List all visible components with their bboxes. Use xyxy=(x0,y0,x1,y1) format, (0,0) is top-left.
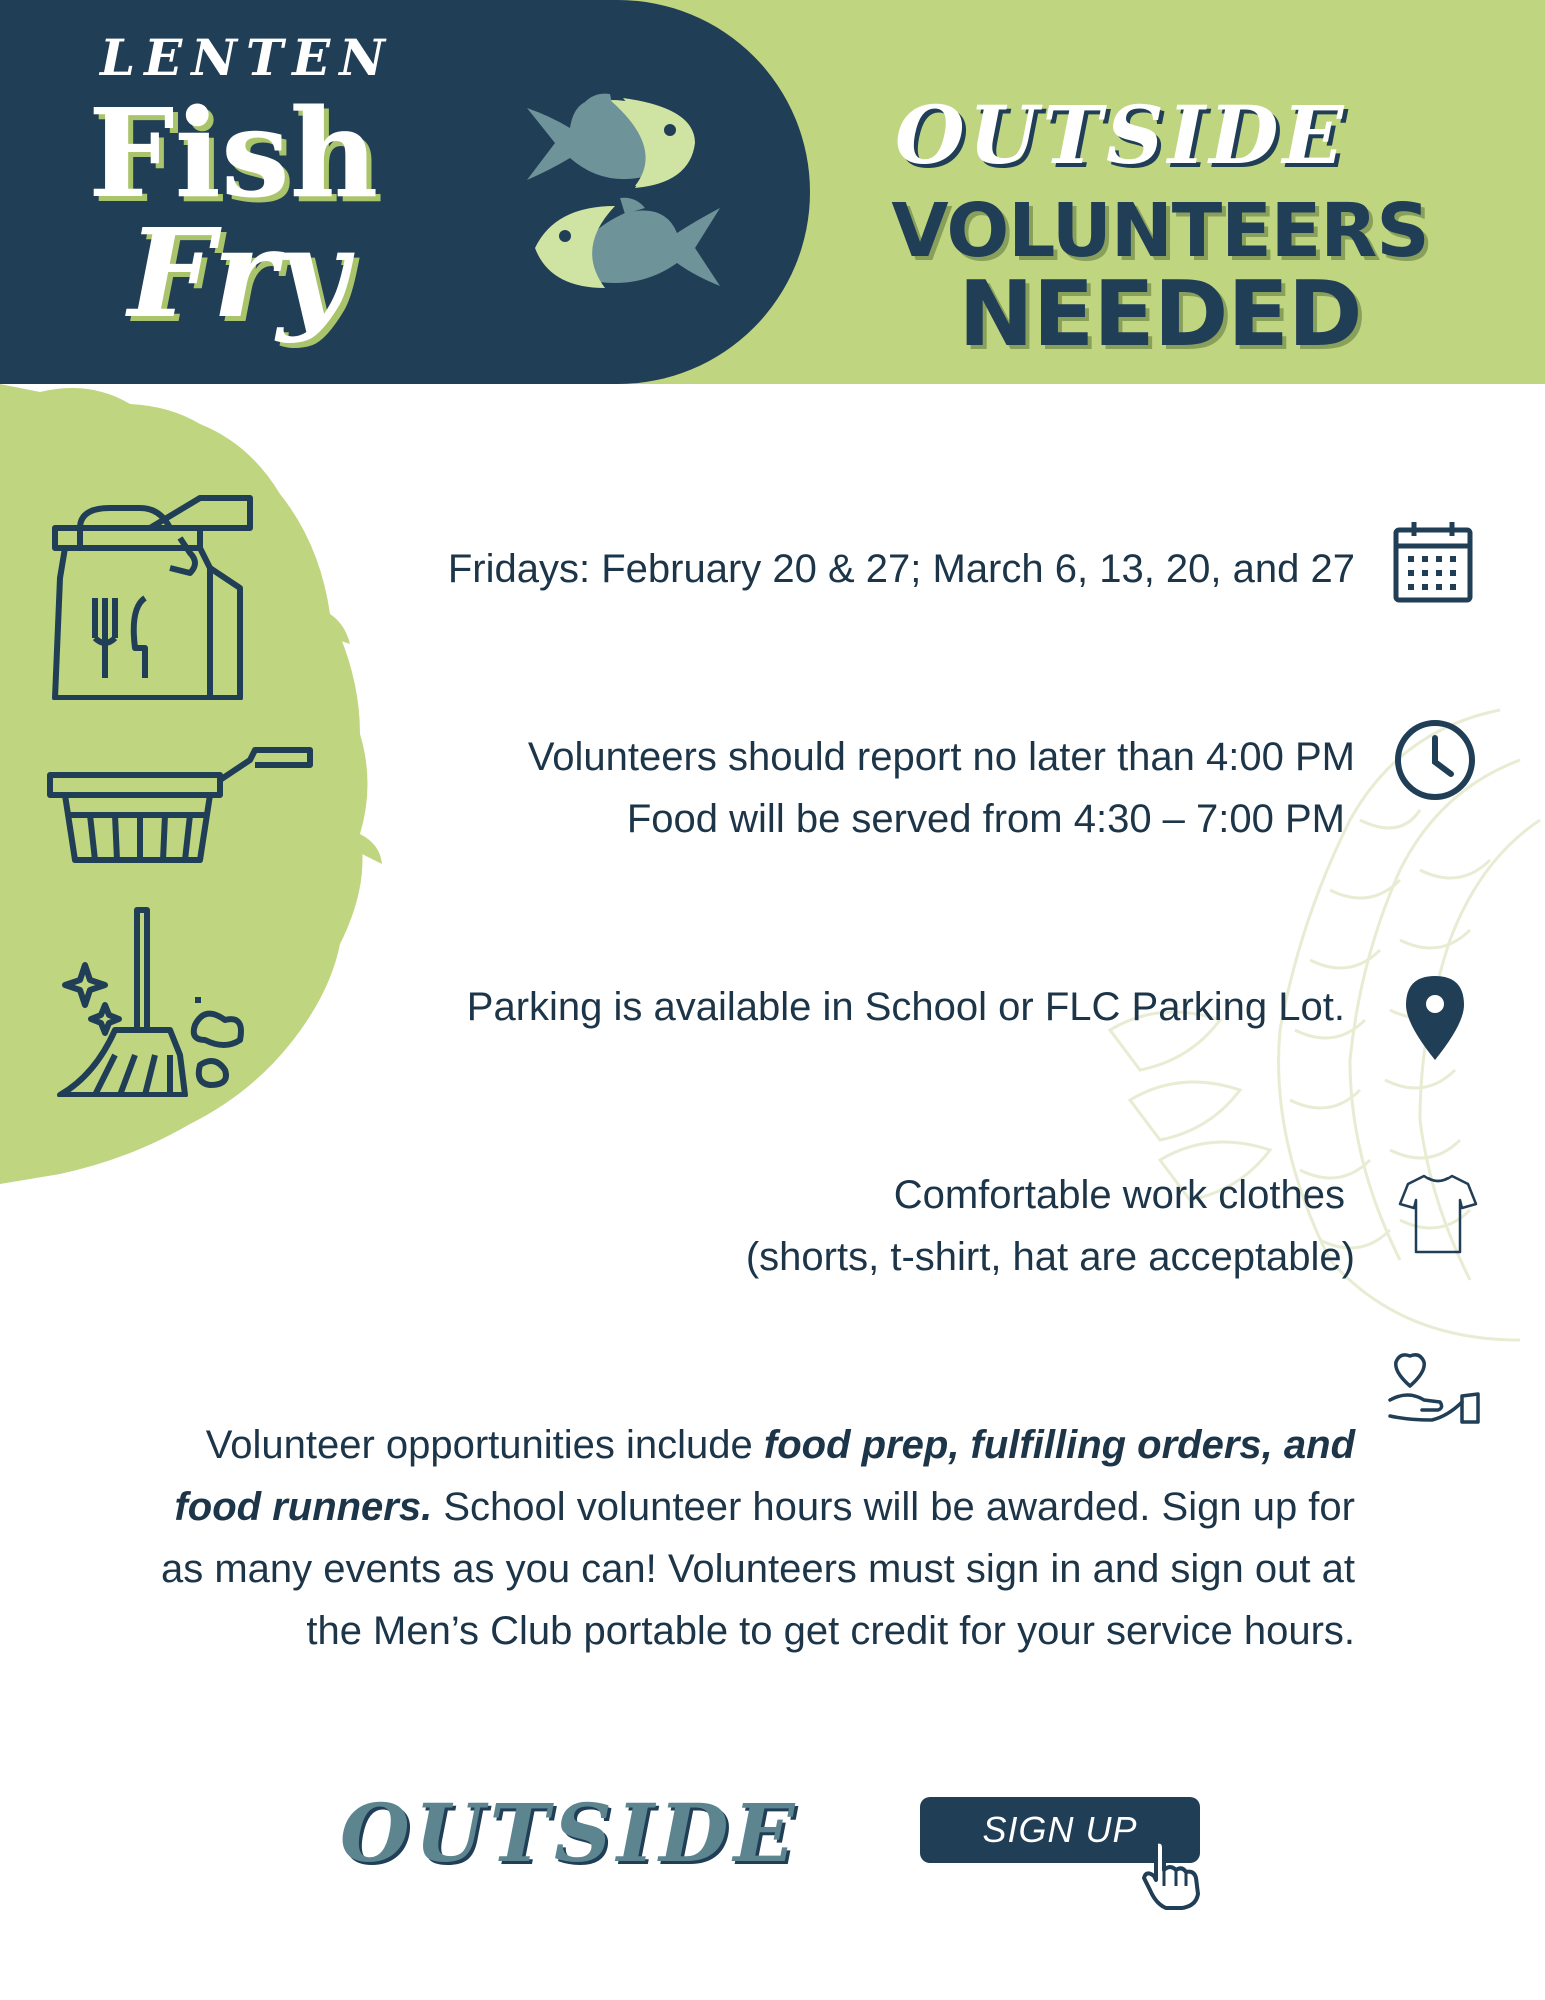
opportunities-intro: Volunteer opportunities include xyxy=(205,1423,764,1467)
attire-info: Comfortable work clothes xyxy=(893,1173,1345,1217)
fry-title: Fry xyxy=(128,201,348,345)
clock-icon xyxy=(1393,718,1477,802)
sign-up-label: SIGN UP xyxy=(982,1809,1138,1850)
heart-hand-icon xyxy=(1388,1350,1480,1426)
fryer-basket-icon xyxy=(45,735,315,867)
location-pin-icon xyxy=(1404,974,1466,1062)
report-time: Volunteers should report no later than 4:00 PM xyxy=(527,735,1355,779)
parking-info: Parking is available in School or FLC Parking Lot. xyxy=(466,985,1345,1029)
fish-icon xyxy=(515,88,730,298)
volunteers-heading: VOLUNTEERS xyxy=(891,188,1429,274)
lenten-label: LENTEN xyxy=(100,28,394,87)
event-dates: Fridays: February 20 & 27; March 6, 13, 20, and 27 xyxy=(447,547,1355,591)
volunteer-opportunities xyxy=(135,1414,1355,1662)
takeout-bag-icon xyxy=(50,488,260,700)
fish-title: Fish xyxy=(88,81,379,225)
broom-icon xyxy=(55,905,255,1097)
serving-time: Food will be served from 4:30 – 7:00 PM xyxy=(626,797,1345,841)
outside-footer-logo: OUTSIDE xyxy=(340,1786,800,1880)
calendar-icon xyxy=(1392,520,1474,604)
t-shirt-icon xyxy=(1398,1172,1478,1256)
needed-heading: NEEDED xyxy=(958,262,1362,367)
pointer-hand-icon xyxy=(1142,1838,1204,1910)
attire-note: (shorts, t-shirt, hat are acceptable) xyxy=(745,1235,1355,1279)
opportunities-tasks: food prep, fulfilling orders, and food runners. xyxy=(174,1423,1355,1529)
opportunities-details: School volunteer hours will be awarded. Sign up for as many events as you can! Volunteers must sign in and sign out at the Men’s Club portable to get credit for your service hours. xyxy=(160,1485,1355,1653)
outside-heading: OUTSIDE xyxy=(895,88,1348,182)
